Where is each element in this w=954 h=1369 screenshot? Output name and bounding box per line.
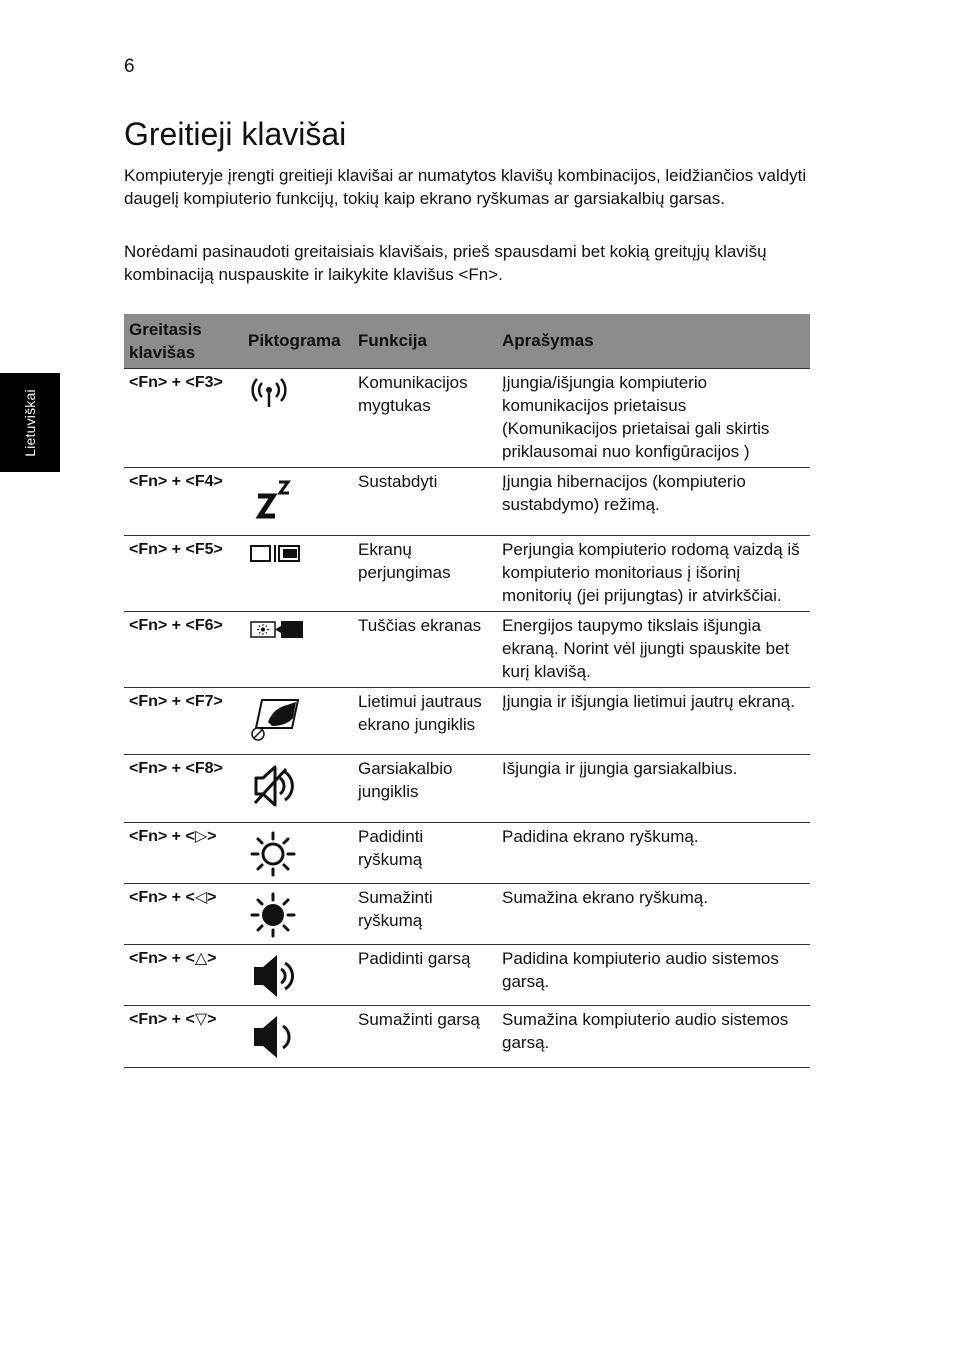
row-function: Ekranų perjungimas <box>353 536 497 612</box>
intro-paragraph: Kompiuteryje įrengti greitieji klavišai ar numatytos klavišų kombinacijos, leidžiančios valdyti daugelį kompiuterio funkcijų, tokių kaip ekrano ryškumas ar garsiakalbių garsas. <box>124 166 807 208</box>
table-row <box>124 823 810 884</box>
page-number: 6 <box>124 56 135 77</box>
table-header-row <box>124 314 810 369</box>
header-description: Aprašymas <box>497 314 810 369</box>
row-hotkey: <Fn> + <F5> <box>124 536 243 612</box>
row-hotkey: <Fn> + <◁> <box>124 884 243 945</box>
row-hotkey: <Fn> + <F8> <box>124 755 243 823</box>
row-hotkey: <Fn> + <▷> <box>124 823 243 884</box>
row-function: Tuščias ekranas <box>353 612 497 688</box>
row-function: Padidinti ryškumą <box>353 823 497 884</box>
language-side-tab-label: Lietuviškai <box>22 388 38 457</box>
hotkeys-table <box>124 314 810 1068</box>
row-function: Lietimui jautraus ekrano jungiklis <box>353 688 497 755</box>
usage-paragraph: Norėdami pasinaudoti greitaisiais klavišais, prieš spausdami bet kokią greitųjų klavišų kombinaciją nuspauskite ir laikykite klavišus <Fn>. <box>124 242 767 284</box>
row-function: Sustabdyti <box>353 468 497 536</box>
table-row <box>124 884 810 945</box>
table-row <box>124 688 810 755</box>
touchpad-toggle-icon <box>248 694 304 742</box>
row-description: Įjungia ir išjungia lietimui jautrų ekraną. <box>497 688 810 755</box>
row-description: Padidina kompiuterio audio sistemos garsą. <box>497 945 810 1006</box>
row-function: Komunikacijos mygtukas <box>353 369 497 468</box>
brightness-down-icon <box>248 890 298 940</box>
row-description: Išjungia ir įjungia garsiakalbius. <box>497 755 810 823</box>
table-row <box>124 369 810 468</box>
row-description: Įjungia/išjungia kompiuterio komunikacijos prietaisus (Komunikacijos prietaisai gali skirtis priklausomai nuo konfigūracijos ) <box>497 369 810 468</box>
header-hotkey: Greitasis klavišas <box>124 314 243 369</box>
table-row <box>124 468 810 536</box>
table-row <box>124 945 810 1006</box>
row-description: Perjungia kompiuterio rodomą vaizdą iš kompiuterio monitoriaus į išorinį monitorių (jei prijungtas) ir atvirkščiai. <box>497 536 810 612</box>
table-row <box>124 536 810 612</box>
wireless-icon <box>248 375 290 413</box>
row-function: Sumažinti ryškumą <box>353 884 497 945</box>
header-icon: Piktograma <box>243 314 353 369</box>
row-description: Sumažina ekrano ryškumą. <box>497 884 810 945</box>
row-function: Padidinti garsą <box>353 945 497 1006</box>
row-hotkey: <Fn> + <F4> <box>124 468 243 536</box>
page-title: Greitieji klavišai <box>124 116 347 152</box>
screen-blank-icon <box>248 618 306 640</box>
language-side-tab <box>0 373 60 472</box>
display-toggle-icon <box>248 542 304 564</box>
row-function: Garsiakalbio jungiklis <box>353 755 497 823</box>
table-row <box>124 1006 810 1068</box>
row-description: Energijos taupymo tikslais išjungia ekraną. Norint vėl įjungti spauskite bet kurį klavišą. <box>497 612 810 688</box>
volume-up-icon <box>248 951 298 1001</box>
header-function: Funkcija <box>353 314 497 369</box>
row-hotkey: <Fn> + <F3> <box>124 369 243 468</box>
row-description: Padidina ekrano ryškumą. <box>497 823 810 884</box>
table-row <box>124 755 810 823</box>
row-hotkey: <Fn> + <△> <box>124 945 243 1006</box>
row-hotkey: <Fn> + <F6> <box>124 612 243 688</box>
brightness-up-icon <box>248 829 298 879</box>
table-row <box>124 612 810 688</box>
row-function: Sumažinti garsą <box>353 1006 497 1068</box>
volume-down-icon <box>248 1012 298 1062</box>
sleep-icon <box>248 474 298 522</box>
speaker-mute-icon <box>248 761 298 811</box>
row-description: Sumažina kompiuterio audio sistemos garsą. <box>497 1006 810 1068</box>
row-description: Įjungia hibernacijos (kompiuterio sustabdymo) režimą. <box>497 468 810 536</box>
row-hotkey: <Fn> + <F7> <box>124 688 243 755</box>
row-hotkey: <Fn> + <▽> <box>124 1006 243 1068</box>
